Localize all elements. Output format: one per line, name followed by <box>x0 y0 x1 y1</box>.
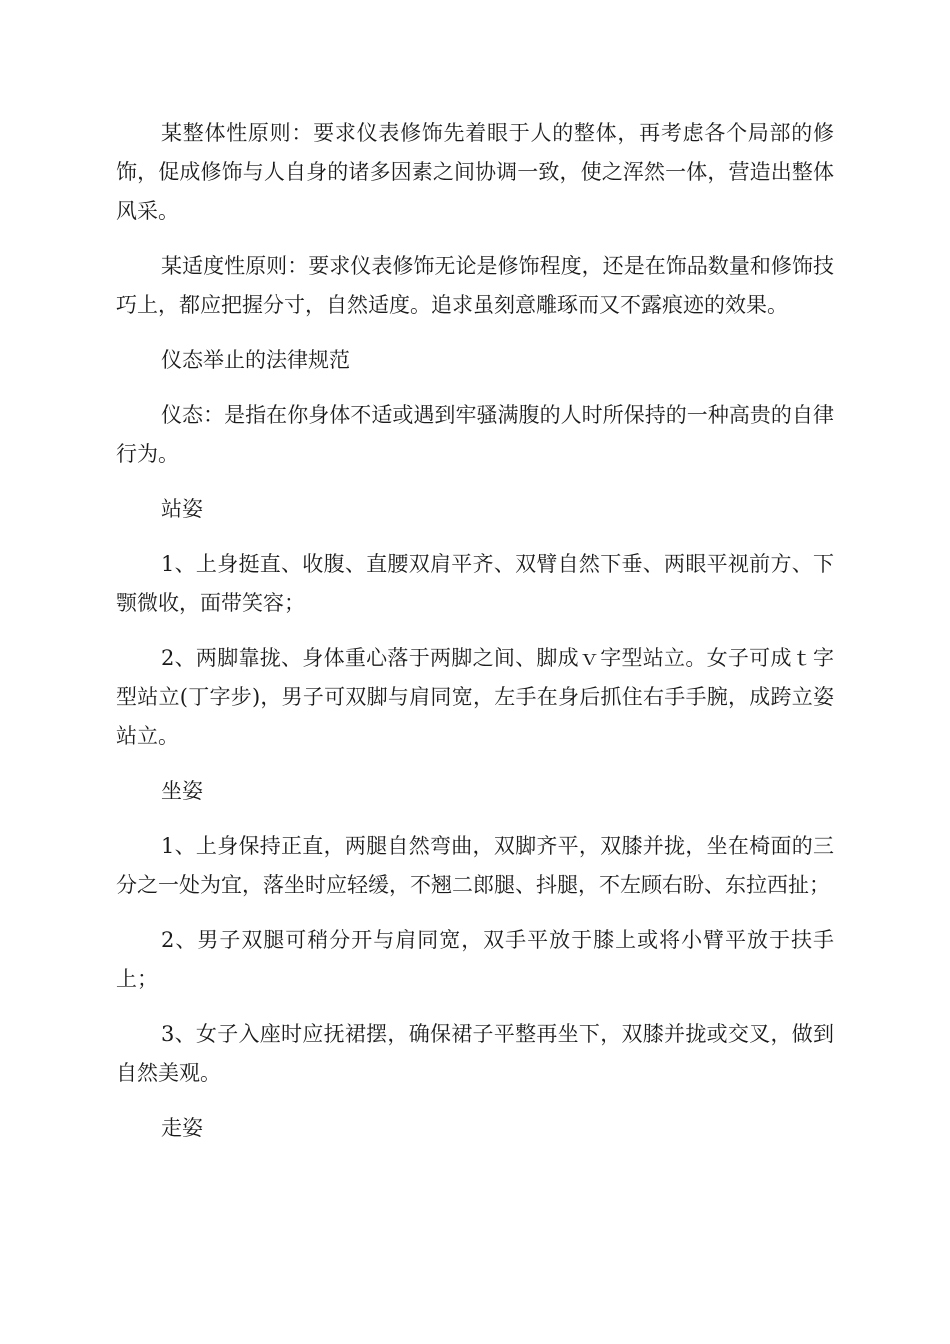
paragraph-standing-2: 2、两脚靠拢、身体重心落于两脚之间、脚成ｖ字型站立。女子可成ｔ字型站立(丁字步)，男子可双脚与肩同宽，左手在身后抓住右手手腕，成跨立姿站立。 <box>116 646 834 748</box>
paragraph-sitting-2: 2、男子双腿可稍分开与肩同宽，双手平放于膝上或将小臂平放于扶手上； <box>116 928 834 991</box>
paragraph-sitting-3: 3、女子入座时应抚裙摆，确保裙子平整再坐下，双膝并拢或交叉，做到自然美观。 <box>116 1022 834 1085</box>
paragraph-moderation-principle: 某适度性原则：要求仪表修饰无论是修饰程度，还是在饰品数量和修饰技巧上，都应把握分寸，自然适度。追求虽刻意雕琢而又不露痕迹的效果。 <box>116 254 834 317</box>
heading-standing-posture: 站姿 <box>161 497 203 521</box>
document-body <box>116 114 834 1164</box>
heading-deportment-norms: 仪态举止的法律规范 <box>161 348 350 372</box>
paragraph-deportment-definition: 仪态：是指在你身体不适或遇到牢骚满腹的人时所保持的一种高贵的自律行为。 <box>116 403 834 466</box>
heading-walking-posture: 走姿 <box>161 1116 203 1140</box>
heading-sitting-posture: 坐姿 <box>161 779 203 803</box>
paragraph-standing-1: 1、上身挺直、收腹、直腰双肩平齐、双臂自然下垂、两眼平视前方、下颚微收，面带笑容； <box>116 552 834 615</box>
paragraph-integrity-principle: 某整体性原则：要求仪表修饰先着眼于人的整体，再考虑各个局部的修饰，促成修饰与人自身的诸多因素之间协调一致，使之浑然一体，营造出整体风采。 <box>116 121 834 223</box>
paragraph-sitting-1: 1、上身保持正直，两腿自然弯曲，双脚齐平，双膝并拢，坐在椅面的三分之一处为宜，落坐时应轻缓，不翘二郎腿、抖腿，不左顾右盼、东拉西扯； <box>116 834 834 897</box>
